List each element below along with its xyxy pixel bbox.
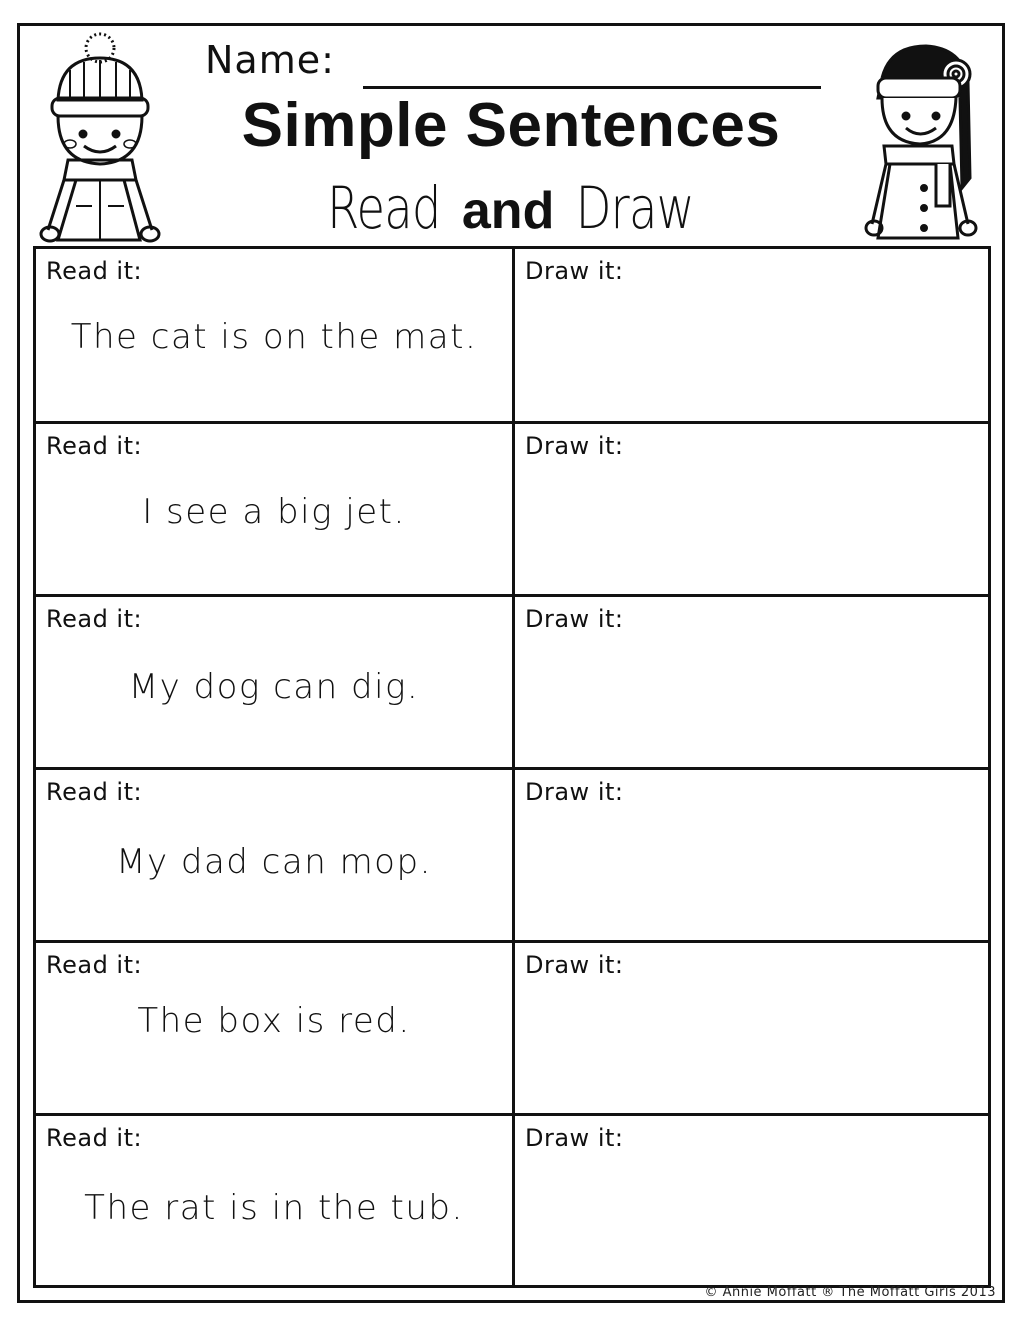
draw-area[interactable] <box>515 249 988 421</box>
sentence-text: The rat is in the tub. <box>84 1188 464 1228</box>
read-cell <box>36 1116 512 1288</box>
read-draw-table <box>33 246 991 1288</box>
table-row <box>36 424 988 598</box>
draw-area[interactable] <box>515 424 988 596</box>
read-cell <box>36 249 512 421</box>
read-cell <box>36 770 512 942</box>
read-cell <box>36 424 512 596</box>
table-row <box>36 249 988 423</box>
draw-label: Draw it: <box>525 432 624 460</box>
draw-label: Draw it: <box>525 605 624 633</box>
girl-winter-clipart-icon <box>850 38 990 248</box>
subtitle-read: Read <box>327 174 441 242</box>
draw-label: Draw it: <box>525 951 624 979</box>
draw-label: Draw it: <box>525 1124 624 1152</box>
name-label: Name: <box>205 38 335 82</box>
draw-area[interactable] <box>515 597 988 769</box>
page-title: Simple Sentences <box>241 91 781 160</box>
copyright-footer: © Annie Moffatt ® The Moffatt Girls 2013 <box>704 1285 996 1300</box>
read-label: Read it: <box>46 257 143 285</box>
table-row <box>36 770 988 944</box>
subtitle-and: and <box>461 182 555 240</box>
sentence-text: The cat is on the mat. <box>70 317 478 357</box>
draw-area[interactable] <box>515 943 988 1115</box>
read-cell <box>36 943 512 1115</box>
draw-area[interactable] <box>515 1116 988 1288</box>
sentence-text: My dad can mop. <box>116 842 432 882</box>
sentence-text: My dog can dig. <box>128 667 420 707</box>
name-write-line[interactable] <box>363 86 821 89</box>
read-label: Read it: <box>46 951 143 979</box>
sentence-text: The box is red. <box>137 1001 411 1041</box>
subtitle-draw: Draw <box>576 174 695 242</box>
table-row <box>36 597 988 771</box>
read-label: Read it: <box>46 778 143 806</box>
read-label: Read it: <box>46 605 143 633</box>
name-field[interactable] <box>205 38 845 88</box>
draw-label: Draw it: <box>525 257 624 285</box>
worksheet-header <box>20 26 1002 248</box>
draw-area[interactable] <box>515 770 988 942</box>
read-label: Read it: <box>46 1124 143 1152</box>
table-row <box>36 943 988 1117</box>
sentence-text: I see a big jet. <box>142 492 406 532</box>
table-row <box>36 1116 988 1290</box>
read-label: Read it: <box>46 432 143 460</box>
draw-label: Draw it: <box>525 778 624 806</box>
read-cell <box>36 597 512 769</box>
